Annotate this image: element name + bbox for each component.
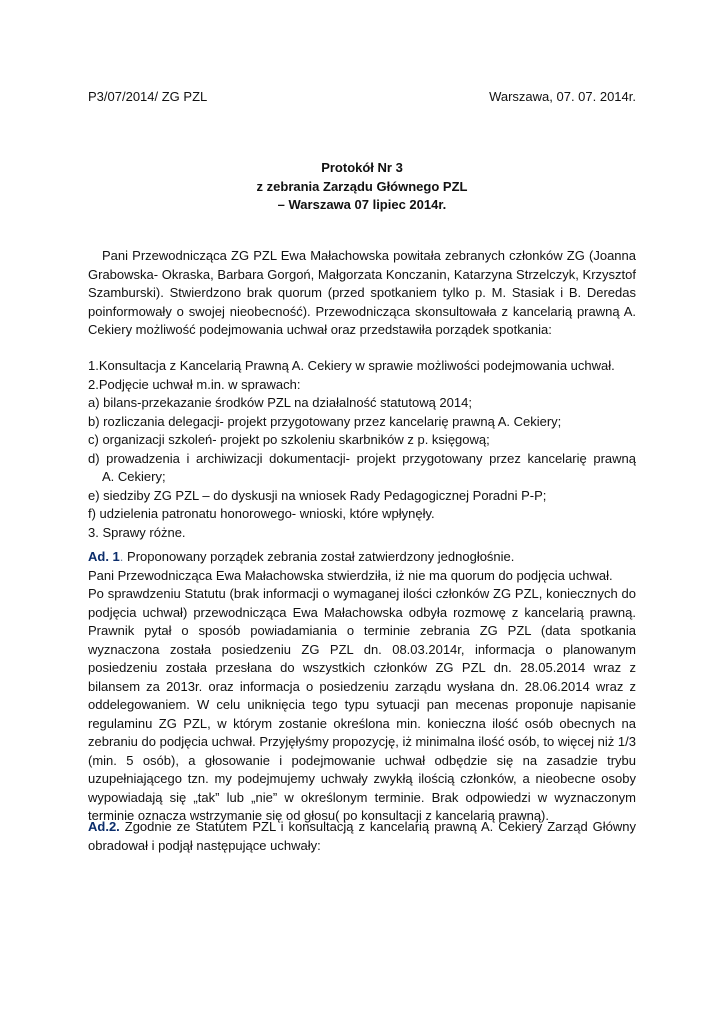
agenda-item: 2.Podjęcie uchwał m.in. w sprawach: xyxy=(88,376,301,392)
ad1-paragraph-2: Pani Przewodnicząca Ewa Małachowska stwierdziła, iż nie ma quorum do podjęcia uchwał. xyxy=(88,567,613,583)
ad1-first-line xyxy=(88,548,636,567)
ad1-paragraph-3: Po sprawdzeniu Statutu (brak informacji o wymaganej ilości członków ZG PZL, koniecznych do podjęcia uchwał) przewodnicząca Ewa Małachowska odbyła rozmowę z kancelarią prawną. Prawnik pytał o sposób powiadamiania o terminie zebrania ZG PZL (data spotkania wyznaczona została posiedzeniu ZG PZL dn. 08.03.2014r, informacja o planowanym posiedzeniu została przesłana do wszystkich członków ZG PZL dn. 28.05.2014 wraz z bilansem za 2013r. oraz informacja o posiedzeniu zarządu wysłana dn. 28.06.2014 wraz z oddelegowaniem. W celu uniknięcia tego typu sytuacji pan mecenas proponuje napisanie regulaminu ZG PZL, w którym zostanie określona min. konieczna ilość osób obecnych na zebraniu do podjęcia uchwał. Przyjęłyśmy propozycję, iż minimalna ilość osób, to więcej niż 1/3 (min. 5 osób), a głosowanie i podejmowanie uchwał odbędzie się na zasadzie trybu uzupełniającego tzn. my podejmujemy uchwały zwykłą ilością członków, a nieobecne osoby wypowiadają się „tak” lub „nie” w określonym terminie. Brak odpowiedzi w wyznaczonym terminie oznacza wstrzymanie się od głosu( po konsultacji z kancelarią prawną). xyxy=(88,586,636,823)
agenda-item: 3. Sprawy różne. xyxy=(88,524,186,540)
title-line-2: z zebrania Zarządu Głównego PZL xyxy=(256,178,468,194)
ad2-label: Ad.2. xyxy=(88,819,120,834)
ad1-text: Proponowany porządek zebrania został zatwierdzony jednogłośnie. xyxy=(127,549,515,564)
ad2-paragraph xyxy=(88,818,636,855)
ad1-label: Ad. 1 xyxy=(88,549,120,564)
intro-paragraph: Pani Przewodnicząca ZG PZL Ewa Małachowska powitała zebranych członków ZG (Joanna Grabowska- Okraska, Barbara Gorgoń, Małgorzata Konczanin, Katarzyna Strzelczyk, Krzysztof Szamburski). Stwierdzono brak quorum (przed spotkaniem tylko p. M. Stasiak i B. Deredas poinformowały o swojej nieobecność). Przewodnicząca skonsultowała z kancelarią prawną A. Cekiery możliwość podejmowania uchwał oraz przedstawiła porządek spotkania: xyxy=(88,248,636,337)
ad1-label-separator: . xyxy=(119,549,124,564)
agenda-item: 1.Konsultacja z Kancelarią Prawną A. Cekiery w sprawie możliwości podejmowania uchwał. xyxy=(88,358,615,373)
agenda-list xyxy=(88,357,636,542)
agenda-item: a) bilans-przekazanie środków PZL na działalność statutową 2014; xyxy=(88,395,472,410)
agenda-item: b) rozliczania delegacji- projekt przygotowany przez kancelarię prawną A. Cekiery; xyxy=(88,413,562,429)
document-title xyxy=(0,159,724,215)
ad2-section xyxy=(88,818,636,855)
ad2-text: Zgodnie ze Statutem PZL i konsultacją z kancelarią prawną A. Cekiery Zarząd Główny obradował i podjął następujące uchwały: xyxy=(88,819,636,853)
title-line-1: Protokół Nr 3 xyxy=(321,160,403,175)
place-and-date: Warszawa, 07. 07. 2014r. xyxy=(489,89,636,104)
agenda-item-continuation: A. Cekiery; xyxy=(102,469,166,484)
ad1-section xyxy=(88,548,636,826)
agenda-item: d) prowadzenia i archiwizacji dokumentacji- projekt przygotowany przez kancelarię prawną xyxy=(88,450,636,466)
document-reference: P3/07/2014/ ZG PZL xyxy=(88,89,208,104)
title-line-3: – Warszawa 07 lipiec 2014r. xyxy=(277,197,447,212)
agenda-item: c) organizacji szkoleń- projekt po szkoleniu skarbników z p. księgową; xyxy=(88,432,490,447)
agenda-item: e) siedziby ZG PZL – do dyskusji na wniosek Rady Pedagogicznej Poradni P-P; xyxy=(88,487,547,503)
agenda-item: f) udzielenia patronatu honorowego- wnioski, które wpłynęły. xyxy=(88,506,435,521)
